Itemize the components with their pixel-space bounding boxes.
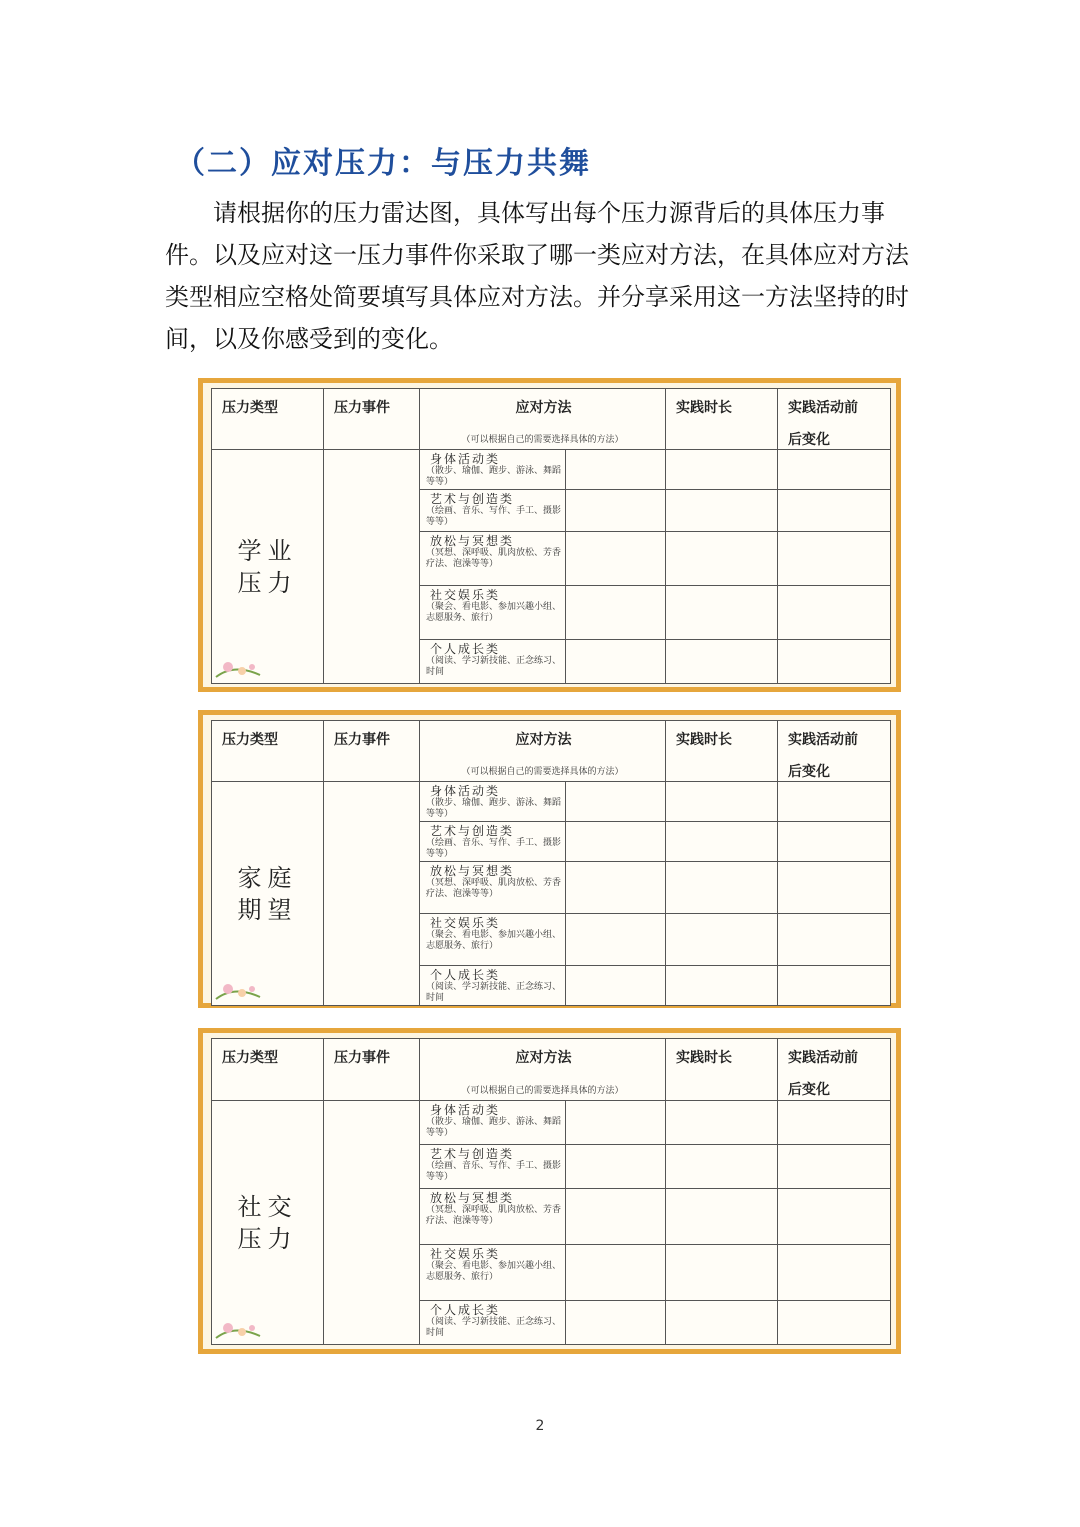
method-cell [420,1189,566,1245]
header-change [778,389,891,450]
header-event: 压力事件 [324,721,420,782]
method-input-cell[interactable] [566,586,666,640]
header-method-note: （可以根据自己的需要选择具体的方法） [461,435,624,445]
method-cell [420,586,566,640]
change-cell[interactable] [778,1301,891,1345]
method-desc: （绘画、音乐、写作、手工、摄影等等） [426,506,562,527]
method-title: 放松与冥想类 [430,534,515,548]
change-cell[interactable] [778,1101,891,1145]
flower-decoration-icon [214,653,264,681]
coping-table [211,388,891,684]
method-desc: （阅读、学习新技能、正念练习、时间 [426,656,562,677]
page-number: 2 [535,1418,545,1434]
header-change-line2: 后变化 [788,1082,830,1098]
method-title: 社交娱乐类 [430,588,501,602]
duration-cell[interactable] [666,1189,778,1245]
duration-cell[interactable] [666,914,778,966]
header-change [778,721,891,782]
duration-cell[interactable] [666,1245,778,1301]
duration-cell[interactable] [666,450,778,490]
header-method-label: 应对方法 [515,732,572,748]
method-desc: （散步、瑜伽、跑步、游泳、舞蹈等等） [426,466,562,487]
duration-cell[interactable] [666,586,778,640]
method-desc: （冥想、深呼吸、肌肉放松、芳香疗法、泡澡等等） [426,1205,562,1226]
duration-cell[interactable] [666,1301,778,1345]
duration-cell[interactable] [666,640,778,684]
header-duration: 实践时长 [666,389,778,450]
event-cell[interactable] [324,1101,420,1345]
method-input-cell[interactable] [566,822,666,862]
method-input-cell[interactable] [566,1301,666,1345]
stress-type-line1: 社交 [237,1192,298,1221]
stress-table-social [198,1028,901,1354]
method-desc: （散步、瑜伽、跑步、游泳、舞蹈等等） [426,1117,562,1138]
method-cell [420,914,566,966]
stress-type-line1: 家庭 [237,863,298,892]
intro-text: 请根据你的压力雷达图，具体写出每个压力源背后的具体压力事件。以及应对这一压力事件你采取了哪一类应对方法，在具体应对方法类型相应空格处简要填写具体应对方法。并分享采用这一方法坚持的时间，以及你感受到的变化。 [165,199,909,353]
method-title: 社交娱乐类 [430,916,501,930]
method-title: 放松与冥想类 [430,1191,515,1205]
header-event: 压力事件 [324,389,420,450]
method-input-cell[interactable] [566,782,666,822]
method-desc: （阅读、学习新技能、正念练习、时间 [426,982,562,1003]
method-input-cell[interactable] [566,1101,666,1145]
method-title: 个人成长类 [430,642,501,656]
stress-type-line2: 压力 [237,1224,298,1253]
change-cell[interactable] [778,640,891,684]
change-cell[interactable] [778,1145,891,1189]
header-event: 压力事件 [324,1039,420,1101]
change-cell[interactable] [778,1189,891,1245]
header-type: 压力类型 [212,721,324,782]
method-cell [420,966,566,1006]
change-cell[interactable] [778,782,891,822]
change-cell[interactable] [778,966,891,1006]
stress-type-line2: 期望 [237,895,298,924]
header-duration: 实践时长 [666,721,778,782]
flower-decoration-icon [214,1314,264,1342]
method-desc: （阅读、学习新技能、正念练习、时间 [426,1317,562,1338]
header-method-note: （可以根据自己的需要选择具体的方法） [461,1086,624,1096]
change-cell[interactable] [778,914,891,966]
method-desc: （绘画、音乐、写作、手工、摄影等等） [426,1161,562,1182]
method-input-cell[interactable] [566,490,666,532]
section-heading: （二）应对压力：与压力共舞 [175,146,591,181]
change-cell[interactable] [778,490,891,532]
method-cell [420,862,566,914]
change-cell[interactable] [778,1245,891,1301]
method-input-cell[interactable] [566,914,666,966]
method-desc: （冥想、深呼吸、肌肉放松、芳香疗法、泡澡等等） [426,548,562,569]
change-cell[interactable] [778,532,891,586]
change-cell[interactable] [778,450,891,490]
header-type: 压力类型 [212,389,324,450]
stress-table-family [198,710,901,1008]
coping-table [211,720,891,1006]
method-title: 艺术与创造类 [430,1147,515,1161]
duration-cell[interactable] [666,782,778,822]
event-cell[interactable] [324,782,420,1006]
header-type: 压力类型 [212,1039,324,1101]
method-title: 艺术与创造类 [430,824,515,838]
header-change-line1: 实践活动前 [788,732,858,748]
change-cell[interactable] [778,586,891,640]
stress-type-line2: 压力 [237,568,298,597]
method-title: 个人成长类 [430,1303,501,1317]
stress-type-cell [212,782,324,1006]
method-input-cell[interactable] [566,1245,666,1301]
method-input-cell[interactable] [566,966,666,1006]
duration-cell[interactable] [666,532,778,586]
duration-cell[interactable] [666,1145,778,1189]
method-cell [420,640,566,684]
method-input-cell[interactable] [566,1145,666,1189]
method-title: 身体活动类 [430,1103,501,1117]
method-cell [420,1245,566,1301]
method-desc: （聚会、看电影、参加兴趣小组、志愿服务、旅行） [426,930,562,951]
header-method [420,1039,666,1101]
method-cell [420,1145,566,1189]
header-method-label: 应对方法 [515,1050,572,1066]
header-method-note: （可以根据自己的需要选择具体的方法） [461,767,624,777]
header-duration: 实践时长 [666,1039,778,1101]
method-title: 个人成长类 [430,968,501,982]
method-input-cell[interactable] [566,862,666,914]
header-method [420,721,666,782]
duration-cell[interactable] [666,862,778,914]
flower-decoration-icon [214,975,264,1003]
duration-cell[interactable] [666,966,778,1006]
method-cell [420,782,566,822]
method-desc: （绘画、音乐、写作、手工、摄影等等） [426,838,562,859]
method-title: 艺术与创造类 [430,492,515,506]
method-input-cell[interactable] [566,640,666,684]
method-title: 身体活动类 [430,784,501,798]
method-cell [420,1101,566,1145]
method-cell [420,450,566,490]
method-desc: （散步、瑜伽、跑步、游泳、舞蹈等等） [426,798,562,819]
header-change-line1: 实践活动前 [788,1050,858,1066]
intro-paragraph [165,192,920,360]
change-cell[interactable] [778,822,891,862]
header-change [778,1039,891,1101]
stress-type-cell [212,1101,324,1345]
method-cell [420,532,566,586]
stress-table-academic [198,378,901,692]
header-change-line2: 后变化 [788,432,830,448]
stress-type-cell [212,450,324,684]
method-input-cell[interactable] [566,1189,666,1245]
method-input-cell[interactable] [566,532,666,586]
event-cell[interactable] [324,450,420,684]
change-cell[interactable] [778,862,891,914]
method-title: 放松与冥想类 [430,864,515,878]
method-title: 社交娱乐类 [430,1247,501,1261]
duration-cell[interactable] [666,1101,778,1145]
duration-cell[interactable] [666,822,778,862]
header-method-label: 应对方法 [515,400,572,416]
coping-table [211,1038,891,1345]
method-title: 身体活动类 [430,452,501,466]
method-desc: （冥想、深呼吸、肌肉放松、芳香疗法、泡澡等等） [426,878,562,899]
header-change-line2: 后变化 [788,764,830,780]
duration-cell[interactable] [666,490,778,532]
method-cell [420,822,566,862]
method-desc: （聚会、看电影、参加兴趣小组、志愿服务、旅行） [426,602,562,623]
stress-type-line1: 学业 [237,536,298,565]
header-method [420,389,666,450]
method-desc: （聚会、看电影、参加兴趣小组、志愿服务、旅行） [426,1261,562,1282]
method-cell [420,1301,566,1345]
header-change-line1: 实践活动前 [788,400,858,416]
method-input-cell[interactable] [566,450,666,490]
method-cell [420,490,566,532]
